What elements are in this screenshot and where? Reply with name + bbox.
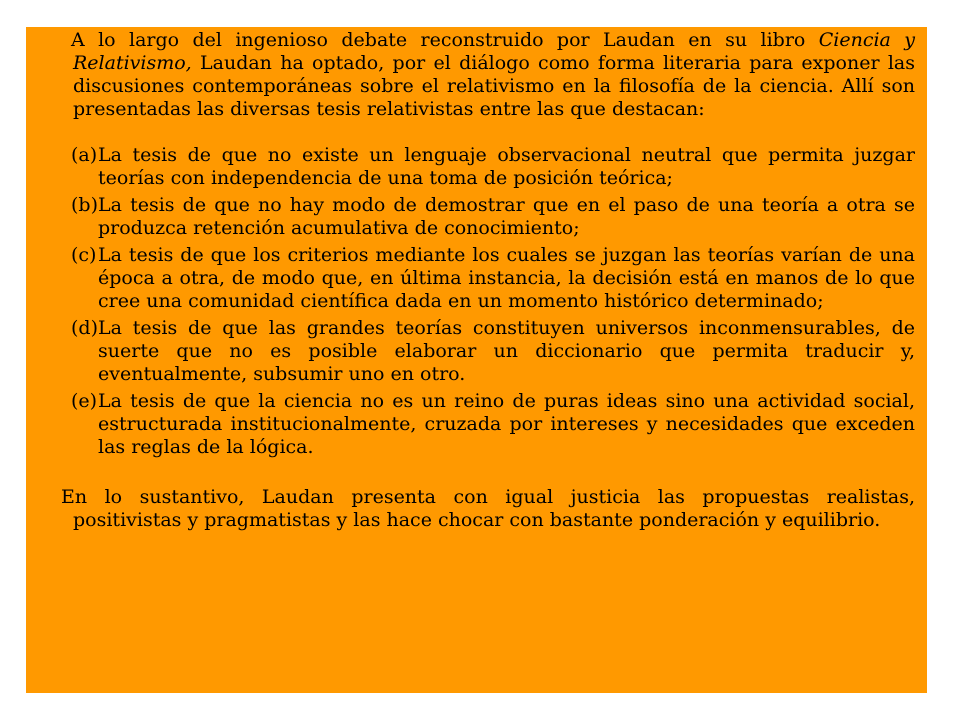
- theses-list: [71, 144, 915, 459]
- thesis-item-c: [71, 244, 915, 313]
- thesis-label: (d): [71, 317, 98, 339]
- thesis-text: La tesis de que los criterios mediante los cuales se juzgan las teorías varían de una época a otra, de modo que, en última instancia, la decisión está en manos de lo que cree una comunidad científica dada en un momento histórico determinado;: [98, 244, 915, 312]
- intro-text-end: Laudan ha optado, por el diálogo como forma literaria para exponer las discusiones contemporáneas sobre el relativismo en la filosofía de la ciencia. Allí son presentadas las diversas tesis relativistas entre las que destacan:: [73, 52, 915, 120]
- thesis-label: (a): [71, 144, 98, 166]
- closing-paragraph: En lo sustantivo, Laudan presenta con igual justicia las propuestas realistas, positivistas y pragmatistas y las hace chocar con bastante ponderación y equilibrio.: [61, 486, 915, 531]
- thesis-label: (c): [71, 244, 97, 266]
- thesis-item-d: [71, 317, 915, 386]
- thesis-text: La tesis de que la ciencia no es un reino de puras ideas sino una actividad social, estructurada institucionalmente, cruzada por intereses y necesidades que exceden las reglas de la lógica.: [98, 390, 915, 458]
- thesis-item-a: [71, 144, 915, 190]
- slide-panel: [26, 27, 927, 693]
- thesis-label: (b): [71, 194, 98, 216]
- thesis-item-b: [71, 194, 915, 240]
- thesis-text: La tesis de que no existe un lenguaje observacional neutral que permita juzgar teorías con independencia de una toma de posición teórica;: [98, 144, 915, 189]
- thesis-label: (e): [71, 390, 98, 412]
- thesis-text: La tesis de que no hay modo de demostrar que en el paso de una teoría a otra se produzca retención acumulativa de conocimiento;: [98, 194, 915, 239]
- thesis-item-e: [71, 390, 915, 459]
- intro-paragraph: [71, 29, 915, 121]
- thesis-text: La tesis de que las grandes teorías constituyen universos inconmensurables, de suerte que no es posible elaborar un diccionario que permita traducir y, eventualmente, subsumir uno en otro.: [98, 317, 915, 385]
- book-title: Ciencia y Relativismo,: [73, 29, 915, 74]
- intro-text-start: A lo largo del ingenioso debate reconstruido por Laudan en su libro: [71, 29, 819, 51]
